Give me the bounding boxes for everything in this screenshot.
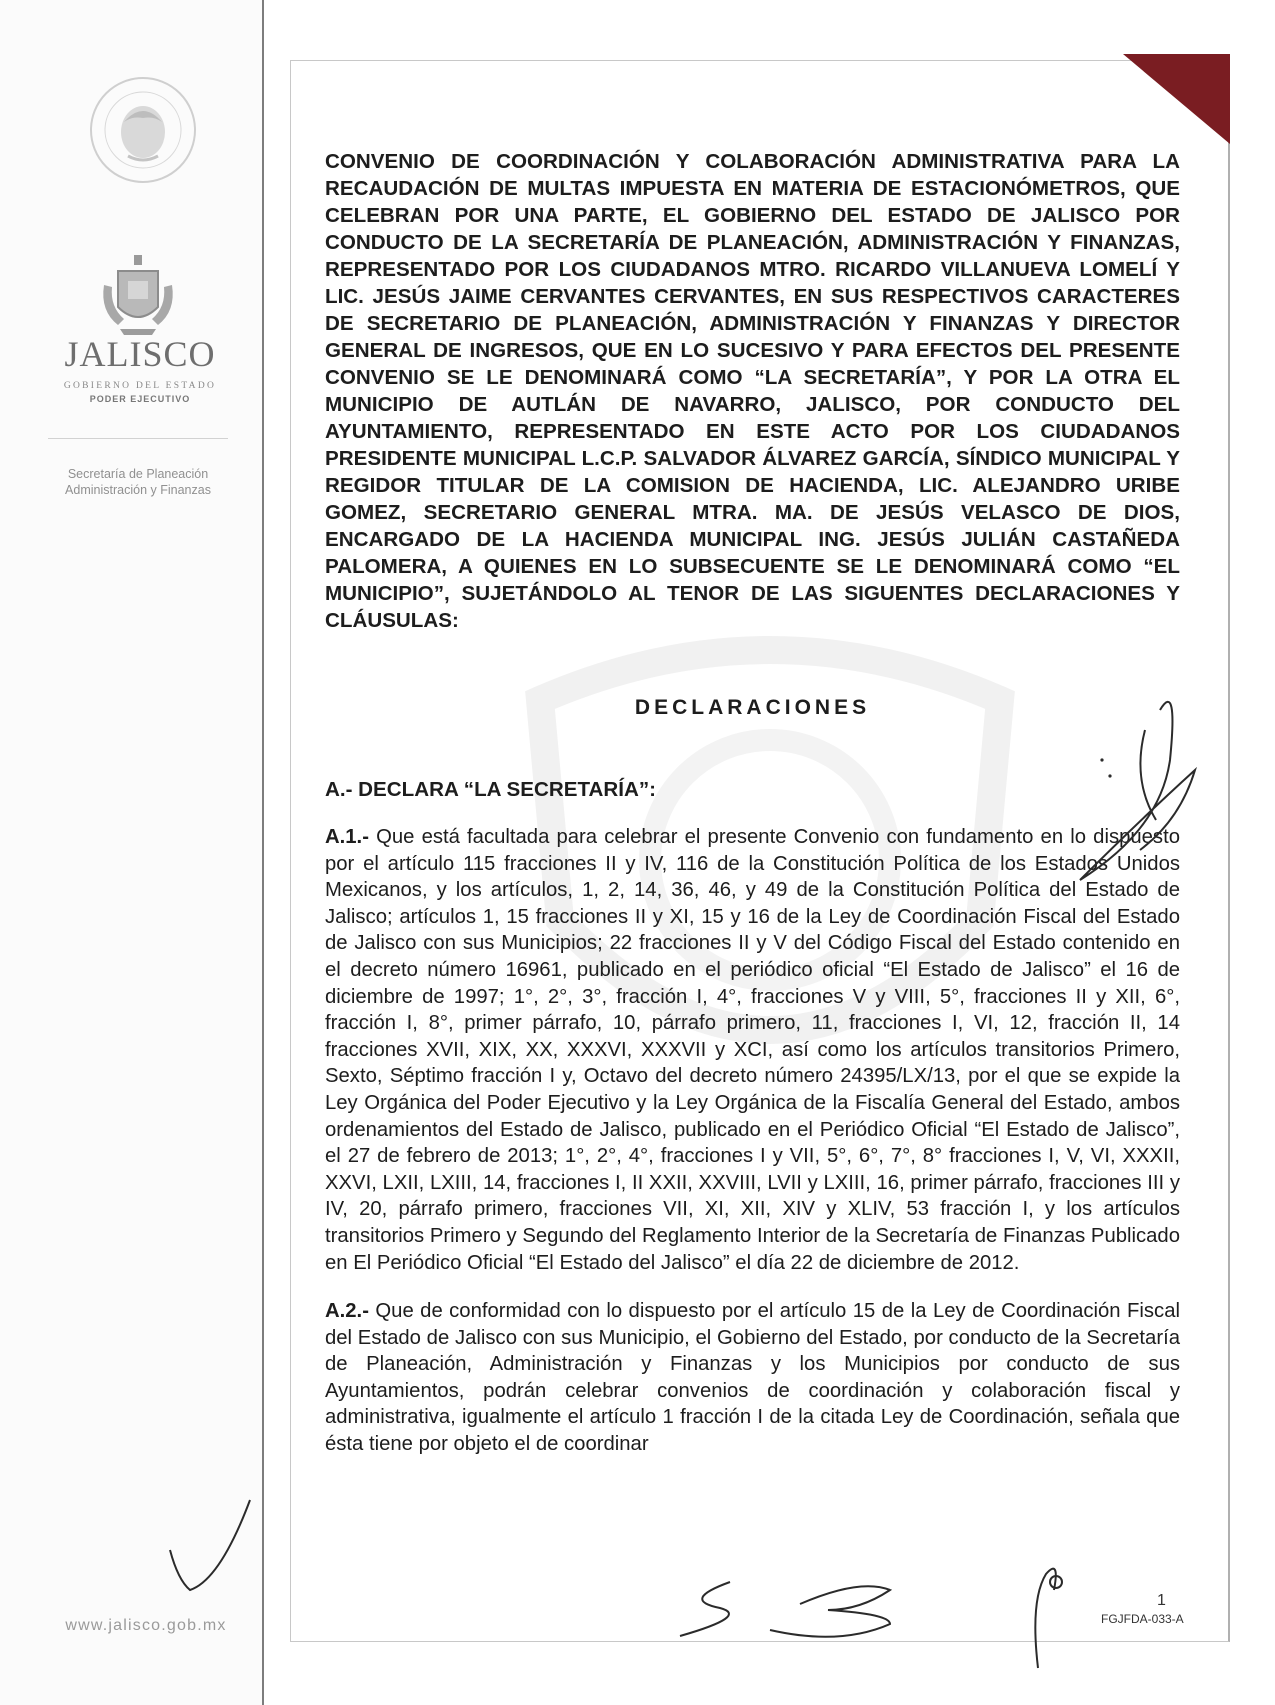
jalisco-logo-wordmark: JALISCO — [64, 334, 216, 374]
page-number: 1 — [1157, 1592, 1166, 1609]
document-title: CONVENIO DE COORDINACIÓN Y COLABORACIÓN ADMINISTRATIVA PARA LA RECAUDACIÓN DE MULTAS IMPUESTA EN MATERIA DE ESTACIONÓMETROS, QUE CELEBRAN POR UNA PARTE, EL GOBIERNO DEL ESTADO DE JALISCO POR CONDUCTO DE LA SECRETARÍA DE PLANEACIÓN, ADMINISTRACIÓN Y FINANZAS, REPRESENTADO POR LOS CIUDADANOS MTRO. RICARDO VILLANUEVA LOMELÍ Y LIC. JESÚS JAIME CERVANTES CERVANTES, EN SUS RESPECTIVOS CARACTERES DE SECRETARIO DE PLANEACIÓN, ADMINISTRACIÓN Y FINANZAS Y DIRECTOR GENERAL DE INGRESOS, QUE EN LO SUCESIVO Y PARA EFECTOS DEL PRESENTE CONVENIO SE LE DENOMINARÁ COMO “LA SECRETARÍA”, Y POR LA OTRA EL MUNICIPIO DE AUTLÁN DE NAVARRO, JALISCO, POR CONDUCTO DEL AYUNTAMIENTO, REPRESENTADO EN ESTE ACTO POR LOS CIUDADANOS PRESIDENTE MUNICIPAL L.C.P. SALVADOR ÁLVAREZ GARCÍA, SÍNDICO MUNICIPAL Y REGIDOR TITULAR DE LA COMISION DE HACIENDA, LIC. ALEJANDRO URIBE GOMEZ, SECRETARIO GENERAL MTRA. MA. DE JESÚS VELASCO DE DIOS, ENCARGADO DE LA HACIENDA MUNICIPAL ING. JESÚS JULIÁN CASTAÑEDA PALOMERA, A QUIENES EN LO SUBSECUENTE SE LE DENOMINARÁ COMO “EL MUNICIPIO”, SUJETÁNDOLO AL TENOR DE LAS SIGUENTES DECLARACIONES Y CLÁUSULAS: — [325, 150, 1180, 632]
department-line-2: Administración y Finanzas — [65, 483, 211, 497]
document-body — [325, 148, 1180, 1458]
paragraph-a1 — [325, 824, 1180, 1276]
sidebar — [0, 0, 262, 1705]
paragraph-label: A.2.- — [325, 1300, 369, 1323]
paragraph-text: Que está facultada para celebrar el presente Convenio con fundamento en lo dispuesto por el artículo 115 fracciones II y IV, 116 de la Constitución Política de los Estados Unidos Mexicanos, y los artículos, 1, 2, 14, 36, 46, y 49 de la Constitución Política del Estado de Jalisco; artículos 1, 15 fracciones II y XI, 15 y 16 de la Ley de Coordinación Fiscal del Estado de Jalisco con sus Municipios; 22 fracciones II y V del Código Fiscal del Estado contenido en el decreto número 16961, publicado en el periódico oficial “El Estado de Jalisco” el 16 de diciembre de 1997; 1°, 2°, 3°, fracción I, 4°, fracciones V y VIII, 5°, fracciones II y XII, 6°, fracción I, 8°, primer párrafo, 10, párrafo primero, 11, fracciones I, VI, 12, fracción II, 14 fracciones XVII, XIX, XX, XXXVI, XXXVII y XCI, así como los artículos transitorios Primero, Sexto, Séptimo fracción I y, Octavo del decreto número 24395/LX/13, por el que se expide la Ley Orgánica del Poder Ejecutivo y la Ley Orgánica de la Fiscalía General del Estado, ambos ordenamientos del Estado de Jalisco, publicado en el Periódico Oficial “El Estado de Jalisco”, el 27 de febrero de 2013; 1°, 2°, 4°, fracciones I y VII, 5°, 6°, 7°, 8° fracciones I, V, VI, XXXII, XXVI, LXII, LXIII, 14, fracciones I, II XXII, XXVIII, LVII y LXIII, 16, primer párrafo, fracciones III y IV, 20, párrafo primero, fracciones VII, XI, XII, XIV y XLIV, 53 fracción I, y los artículos transitorios Primero y Segundo del Reglamento Interior de la Secretaría de Finanzas Publicado en El Periódico Oficial “El Estado del Jalisco” el día 22 de diciembre de 2012. — [325, 826, 1180, 1274]
logo-subtitle: GOBIERNO DEL ESTADO — [63, 381, 217, 391]
national-seal-icon — [84, 60, 202, 200]
paragraph-text: Que de conformidad con lo dispuesto por el artículo 15 de la Ley de Coordinación Fiscal del Estado de Jalisco con sus Municipio, el Gobierno del Estado, por conducto de la Secretaría de Planeación, Administración y Finanzas y los Municipios por conducto de sus Ayuntamientos, podrán celebrar convenios de coordinación y colaboración fiscal y administrativa, igualmente el artículo 1 fracción I de la citada Ley de Coordinación, señala que ésta tiene por objeto el de coordinar — [325, 1300, 1180, 1456]
section-heading-declaraciones: DECLARACIONES — [634, 696, 871, 719]
document-reference-code: FGJFDA-033-A — [1101, 1612, 1184, 1626]
jalisco-coat-of-arms-icon — [98, 255, 178, 337]
sidebar-divider — [48, 438, 228, 439]
paragraph-a2 — [325, 1298, 1180, 1458]
corner-accent — [1123, 54, 1230, 144]
subsection-heading: A.- DECLARA “LA SECRETARÍA”: — [325, 778, 657, 801]
website-url: www.jalisco.gob.mx — [65, 1617, 227, 1634]
sidebar-rule — [262, 0, 264, 1705]
department-name — [48, 466, 228, 498]
logo-subtitle-executive: PODER EJECUTIVO — [89, 394, 191, 404]
department-line-1: Secretaría de Planeación — [67, 467, 209, 481]
paragraph-label: A.1.- — [325, 826, 369, 848]
